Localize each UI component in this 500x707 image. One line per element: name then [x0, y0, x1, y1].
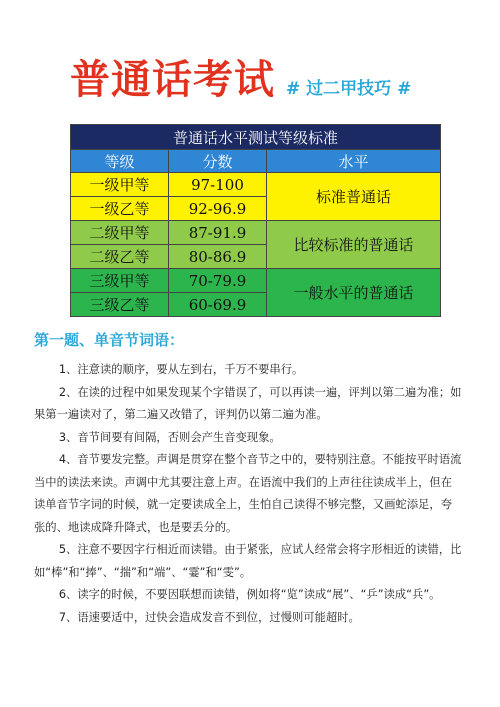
- grade-standard-table: [70, 124, 441, 317]
- score-cell: 97-100: [169, 173, 267, 197]
- column-header-grade: 等级: [71, 150, 169, 173]
- table-row: [71, 173, 441, 197]
- score-cell: 87-91.9: [169, 221, 267, 245]
- tip-line: 读单音节字词的时候，就一定要读成全上，生怕自己读得不够完整，又画蛇添足，夸: [34, 498, 452, 511]
- tip-line: 6、读字的时候，不要因联想而读错，例如将“览”读成“展”、“乒”读成“兵”。: [58, 588, 441, 601]
- table-row: [71, 221, 441, 245]
- tip-line: 3、音节间要有间隔，否则会产生音变现象。: [58, 430, 281, 444]
- tip-line: 当中的读法来读。声调中尤其要注意上声。在语流中我们的上声往往读成半上，但在: [34, 475, 452, 489]
- tip-item: [34, 382, 474, 427]
- column-header-score: 分数: [169, 150, 267, 173]
- tips-list: [34, 359, 474, 629]
- grade-cell: 二级甲等: [71, 221, 169, 245]
- tip-item: [34, 607, 474, 630]
- grade-cell: 一级甲等: [71, 173, 169, 197]
- tip-line: 张的、地读成降升降式，也是要丢分的。: [34, 520, 238, 534]
- tip-item: [34, 427, 474, 450]
- tip-line: 1、注意读的顺序，要从左到右，千万不要串行。: [58, 363, 304, 376]
- tip-item: [34, 449, 474, 539]
- tip-item: [34, 584, 474, 607]
- tip-item: [34, 539, 474, 584]
- tip-line: 5、注意不要因字行相近而读错。由于紧张，应试人经常会将字形相近的读错，比: [58, 543, 462, 556]
- tip-line: 2、在读的过程中如果发现某个字错误了，可以再读一遍，评判以第二遍为准；如: [58, 385, 462, 399]
- tip-line: 如“棒”和“捧”、“揣”和“端”、“霎”和“雯”。: [34, 565, 252, 579]
- grade-cell: 三级乙等: [71, 293, 169, 317]
- page-subtitle: # 过二甲技巧 #: [286, 79, 412, 99]
- tip-line: 4、音节要发完整。声调是贯穿在整个音节之中的，要特别注意。不能按平时语流: [58, 453, 462, 466]
- score-cell: 80-86.9: [169, 245, 267, 269]
- level-cell: 标准普通话: [267, 173, 441, 221]
- table-row: [71, 269, 441, 293]
- grade-cell: 三级甲等: [71, 269, 169, 293]
- section-heading: 第一题、单音节词语：: [34, 331, 185, 349]
- level-cell: 一般水平的普通话: [267, 269, 441, 317]
- tip-line: 果第一遍读对了，第二遍又改错了，评判仍以第二遍为准。: [34, 408, 328, 421]
- grade-cell: 二级乙等: [71, 245, 169, 269]
- column-header-level: 水平: [267, 150, 441, 173]
- grade-cell: 一级乙等: [71, 197, 169, 221]
- tip-item: [34, 359, 474, 382]
- level-cell: 比较标准的普通话: [267, 221, 441, 269]
- score-cell: 70-79.9: [169, 269, 267, 293]
- score-cell: 92-96.9: [169, 197, 267, 221]
- page-title: 普通话考试: [70, 57, 275, 103]
- tip-line: 7、语速要适中，过快会造成发音不到位，过慢则可能超时。: [58, 610, 360, 624]
- score-cell: 60-69.9: [169, 293, 267, 317]
- table-caption: 普通话水平测试等级标准: [71, 125, 441, 150]
